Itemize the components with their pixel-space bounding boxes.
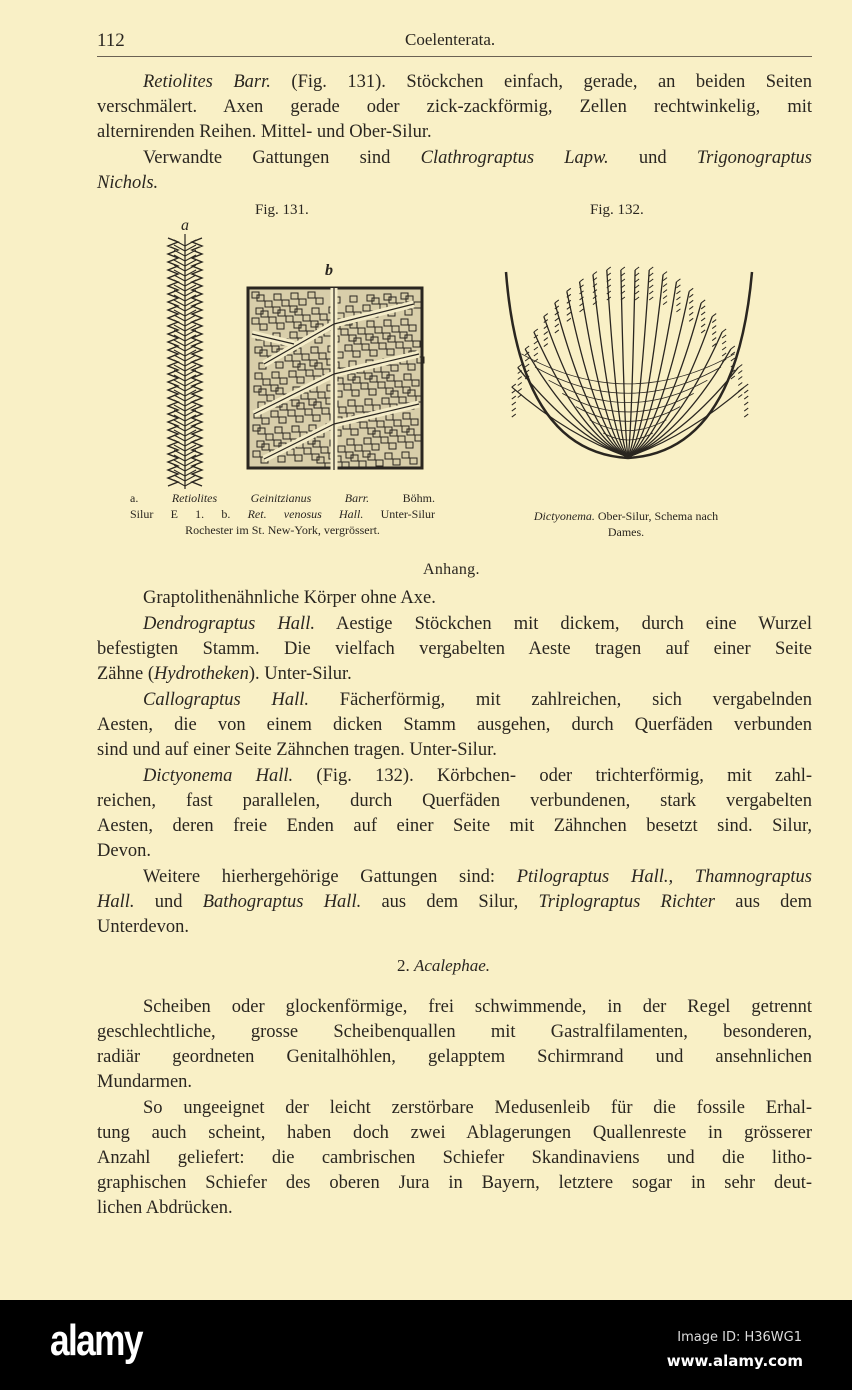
text-segment: Scheiben oder glockenförmige, frei schwimmende, in der Regel getrennt bbox=[143, 997, 812, 1017]
text-segment: graphischen Schiefer des oberen Jura in Bayern, letztere sogar in sehr deut- bbox=[97, 1173, 812, 1193]
section-heading bbox=[397, 956, 490, 976]
appendix-heading: Anhang. bbox=[423, 561, 480, 578]
header-rule bbox=[97, 56, 812, 57]
text-segment: alternirenden Reihen. Mittel- und Ober-Silur. bbox=[97, 122, 432, 142]
caption-line bbox=[500, 524, 752, 540]
page-number: 112 bbox=[97, 30, 125, 51]
text-line bbox=[97, 1020, 812, 1045]
text-line bbox=[97, 586, 812, 611]
text-segment: Böhm. bbox=[369, 491, 435, 505]
italic-text: Bathograptus Hall. bbox=[202, 892, 362, 912]
text-segment: und bbox=[608, 148, 697, 168]
fig-131b-retiolites-mesh-illustration bbox=[244, 284, 428, 474]
text-segment: tung auch scheint, haben doch zwei Ablagerungen Quallenreste in grösserer bbox=[97, 1123, 812, 1143]
text-segment: Unterdevon. bbox=[97, 917, 189, 937]
text-segment: Dames. bbox=[607, 525, 645, 539]
alamy-logo: alamy bbox=[50, 1316, 142, 1365]
caption-line bbox=[130, 522, 435, 538]
text-segment: lichen Abdrücken. bbox=[97, 1198, 233, 1218]
fig-131-label: Fig. 131. bbox=[255, 202, 309, 218]
text-line bbox=[97, 839, 812, 864]
image-id: Image ID: H36WG1 bbox=[677, 1330, 802, 1345]
text-line bbox=[97, 1121, 812, 1146]
italic-text: Trigonograptus bbox=[696, 148, 812, 168]
italic-text: Ptilograptus Hall., Thamnograptus bbox=[516, 867, 812, 887]
text-segment: reichen, fast parallelen, durch Querfäden verbundenen, stark vergabelten bbox=[97, 791, 812, 811]
text-line bbox=[97, 120, 812, 145]
fig-132-label: Fig. 132. bbox=[590, 202, 644, 218]
text-segment: Fächerförmig, mit zahlreichen, sich vergabelnden bbox=[308, 690, 812, 710]
text-segment: Ober-Silur, Schema nach bbox=[594, 509, 719, 523]
text-segment: radiär geordneten Genitalhöhlen, gelapptem Schirmrand und ansehnlichen bbox=[97, 1047, 812, 1067]
text-line bbox=[97, 146, 812, 171]
text-line bbox=[97, 662, 812, 687]
text-line bbox=[97, 713, 812, 738]
section-number: 2. bbox=[397, 956, 414, 975]
text-line bbox=[97, 1196, 812, 1221]
text-line bbox=[97, 789, 812, 814]
italic-text: Nichols. bbox=[97, 173, 159, 193]
text-segment: Graptolithenähnliche Körper ohne Axe. bbox=[143, 588, 436, 608]
caption-line bbox=[130, 506, 435, 522]
text-segment: ). Unter-Silur. bbox=[248, 664, 352, 684]
text-line bbox=[97, 95, 812, 120]
text-segment: sind und auf einer Seite Zähnchen tragen. Unter-Silur. bbox=[97, 740, 497, 760]
text-line bbox=[97, 814, 812, 839]
watermark-footer bbox=[0, 1300, 852, 1390]
italic-text: Hall. bbox=[97, 892, 135, 912]
italic-text: Dendrograptus Hall. bbox=[143, 614, 315, 634]
text-segment: geschlechtliche, grosse Scheibenquallen mit Gastralfilamenten, besonderen, bbox=[97, 1022, 812, 1042]
fig-132-dictyonema-illustration bbox=[500, 262, 760, 467]
text-line bbox=[97, 1096, 812, 1121]
text-line bbox=[97, 1146, 812, 1171]
text-segment: Unter-Silur bbox=[363, 507, 436, 521]
text-line bbox=[97, 764, 812, 789]
text-line bbox=[97, 738, 812, 763]
text-line bbox=[97, 915, 812, 940]
text-segment: Rochester im St. New-York, vergrössert. bbox=[185, 523, 380, 537]
text-line bbox=[97, 70, 812, 95]
text-segment: aus dem Silur, bbox=[361, 892, 539, 912]
acalephae-text-block bbox=[97, 995, 812, 1221]
text-segment: und bbox=[134, 892, 203, 912]
text-segment: Devon. bbox=[97, 841, 151, 861]
text-line bbox=[97, 890, 812, 915]
text-line bbox=[97, 865, 812, 890]
site-url: www.alamy.com bbox=[666, 1352, 803, 1370]
text-segment: a. bbox=[130, 491, 172, 505]
text-line bbox=[97, 995, 812, 1020]
fig-132-caption bbox=[500, 508, 752, 540]
text-line bbox=[97, 688, 812, 713]
fig-131a-retiolites-illustration bbox=[160, 234, 210, 490]
fig-131b-letter: b bbox=[325, 262, 333, 279]
text-line bbox=[97, 1171, 812, 1196]
text-segment: Aesten, die von einem dicken Stamm ausgehen, durch Querfäden verbunden bbox=[97, 715, 812, 735]
text-line bbox=[97, 1045, 812, 1070]
text-line bbox=[97, 171, 812, 196]
italic-text: Dictyonema Hall. bbox=[143, 766, 294, 786]
italic-text: Ret. venosus Hall. bbox=[247, 507, 364, 521]
text-segment: Aesten, deren freie Enden auf einer Seite mit Zähnchen besetzt sind. Silur, bbox=[97, 816, 812, 836]
caption-line bbox=[500, 508, 752, 524]
text-segment: verschmälert. Axen gerade oder zick-zackförmig, Zellen rechtwinkelig, mit bbox=[97, 97, 812, 117]
text-line bbox=[97, 1070, 812, 1095]
italic-text: Triplograptus Richter bbox=[538, 892, 716, 912]
running-head: Coelenterata. bbox=[405, 30, 496, 49]
italic-text: Callograptus Hall. bbox=[143, 690, 309, 710]
text-segment: So ungeeignet der leicht zerstörbare Medusenleib für die fossile Erhal- bbox=[143, 1098, 812, 1118]
italic-text: Clathrograptus Lapw. bbox=[420, 148, 609, 168]
text-line bbox=[97, 637, 812, 662]
text-segment: Silur E 1. b. bbox=[130, 507, 248, 521]
text-segment: (Fig. 132). Körbchen- oder trichterförmig, mit zahl- bbox=[293, 766, 812, 786]
text-segment: aus dem bbox=[715, 892, 812, 912]
text-segment: Verwandte Gattungen sind bbox=[143, 148, 421, 168]
text-segment: Anzahl geliefert: die cambrischen Schiefer Skandinaviens und die litho- bbox=[97, 1148, 812, 1168]
text-segment: (Fig. 131). Stöckchen einfach, gerade, an beiden Seiten bbox=[270, 72, 812, 92]
text-line bbox=[97, 612, 812, 637]
text-segment: Mundarmen. bbox=[97, 1072, 193, 1092]
text-segment: befestigten Stamm. Die vielfach vergabelten Aeste tragen auf einer Seite bbox=[97, 639, 812, 659]
italic-text: Dictyonema. bbox=[533, 509, 595, 523]
fig-131-caption bbox=[130, 490, 435, 538]
italic-text: Retiolites Barr. bbox=[143, 72, 271, 92]
italic-text: Hydrotheken bbox=[154, 664, 249, 684]
text-segment: Aestige Stöckchen mit dickem, durch eine Wurzel bbox=[314, 614, 812, 634]
fig-131a-letter: a bbox=[181, 217, 189, 234]
appendix-text-block bbox=[97, 586, 812, 940]
italic-text: Retiolites Geinitzianus Barr. bbox=[171, 491, 370, 505]
intro-text-block bbox=[97, 70, 812, 196]
section-title: Acalephae. bbox=[414, 956, 490, 975]
text-segment: Zähne ( bbox=[97, 664, 155, 684]
caption-line bbox=[130, 490, 435, 506]
text-segment: Weitere hierhergehörige Gattungen sind: bbox=[143, 867, 517, 887]
